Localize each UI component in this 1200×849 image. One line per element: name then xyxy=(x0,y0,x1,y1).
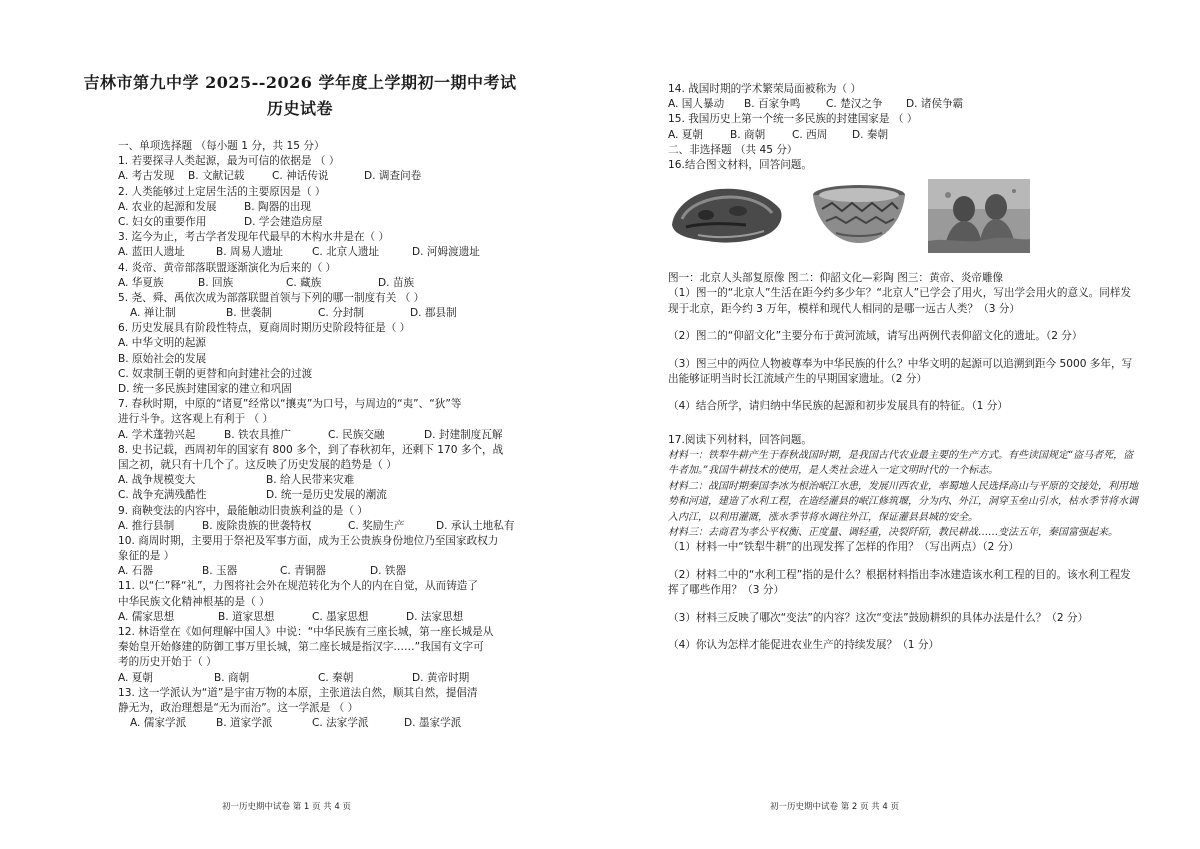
question-stem-cont: 考的历史开始于（ ） xyxy=(118,656,217,669)
subquestion: （4）结合所学，请归纳中华民族的起源和初步发展具有的特征。（1 分） xyxy=(668,400,1008,413)
section-heading-choice: 一、单项选择题 （每小题 1 分，共 15 分） xyxy=(118,140,325,152)
question-stem: 5. 尧、舜、禹依次成为部落联盟首领与下列的哪一制度有关 （ ） xyxy=(118,291,425,304)
subquestion: （3）材料三反映了哪次“变法”的内容？这次“变法”鼓励耕织的具体办法是什么？（2 分） xyxy=(668,611,1089,624)
option-c: C. 法家学派 xyxy=(312,717,369,730)
question-stem: 3. 迄今为止，考古学者发现年代最早的木构水井是在（ ） xyxy=(118,231,390,244)
question-stem: 11. 以“仁”释“礼”，力图将社会外在规范转化为个人的内在自觉，从而铸造了 xyxy=(118,580,478,593)
option-c: C. 神话传说 xyxy=(272,170,329,183)
option-c: C. 民族交融 xyxy=(328,428,385,441)
option-d: D. 诸侯争霸 xyxy=(906,98,964,111)
option-c: C. 奴隶制王朝的更替和向封建社会的过渡 xyxy=(118,367,313,380)
question-stem: 17.阅读下列材料，回答问题。 xyxy=(668,433,812,446)
option-a: A. 学术蓬勃兴起 xyxy=(118,428,196,441)
option-c: C. 奖励生产 xyxy=(348,519,405,532)
yangshao-painted-pottery-image xyxy=(808,179,910,249)
option-row xyxy=(118,245,558,260)
option-d: D. 铁器 xyxy=(370,565,407,578)
section-heading-open: 二、非选择题 （共 45 分） xyxy=(668,143,798,156)
option-c: C. 妇女的重要作用 xyxy=(118,215,207,228)
option-d: D. 黄帝时期 xyxy=(412,671,470,684)
option-c: C. 青铜器 xyxy=(280,565,326,578)
option-row xyxy=(118,276,558,291)
option-row xyxy=(668,97,1138,112)
option-d: D. 调查问卷 xyxy=(364,170,422,183)
question-stem: 6. 历史发展具有阶段性特点，夏商周时期历史阶段特征是（ ） xyxy=(118,322,411,335)
page-footer: 初一历史期中试卷 第 2 页 共 4 页 xyxy=(770,802,900,812)
question-stem: 8. 史书记载，西周初年的国家有 800 多个，到了春秋初年，还剩下 170 多个，战 xyxy=(118,443,504,456)
material-3: 材料三：去商君为孝公平权衡、正度量、调轻重，决裂阡陌，教民耕战……变法五年，秦国富强起来。 xyxy=(668,526,1118,538)
option-row xyxy=(668,128,1138,143)
option-a: A. 蓝田人遗址 xyxy=(118,246,185,259)
option-c: C. 西周 xyxy=(792,128,828,141)
option-c: C. 藏族 xyxy=(286,276,322,289)
option-c: C. 楚汉之争 xyxy=(826,98,883,111)
option-b: B. 给人民带来灾难 xyxy=(266,474,355,487)
option-b: B. 商朝 xyxy=(214,671,250,684)
option-d: D. 郡县制 xyxy=(410,307,457,320)
option-a: A. 华夏族 xyxy=(118,276,164,289)
option-a: A. 推行县制 xyxy=(118,519,175,532)
yan-huang-emperors-statue-image xyxy=(928,179,1030,253)
question-stem: 2. 人类能够过上定居生活的主要原因是（ ） xyxy=(118,185,326,198)
option-b: B. 原始社会的发展 xyxy=(118,352,207,365)
option-d: D. 苗族 xyxy=(378,276,415,289)
option-b: B. 文献记载 xyxy=(188,170,245,183)
subquestion: （4）你认为怎样才能促进农业生产的持续发展？（1 分） xyxy=(668,639,940,651)
option-row xyxy=(118,473,558,488)
option-d: D. 封建制度瓦解 xyxy=(424,428,503,441)
option-row xyxy=(118,488,558,503)
option-row xyxy=(118,169,558,184)
subquestion: （2）材料二中的“水利工程”指的是什么？根据材料指出李冰建造该水利工程的目的。该水利工程发挥了哪些作用？（3 分） xyxy=(668,568,1131,597)
option-row xyxy=(118,519,558,534)
material-1: 材料一：铁犁牛耕产生于春秋战国时期，是我国古代农业最主要的生产方式。有些读国规定“盗马者死，盗牛者加。”我国牛耕技术的使用，是人类社会进入一定文明时代的一个标志。 xyxy=(668,449,1134,477)
option-a: A. 儒家思想 xyxy=(118,610,175,623)
question-stem-cont: 秦始皇开始修建的防御工事万里长城，第二座长城是指汉字……”我国有文字可 xyxy=(118,641,484,654)
subquestion: （1）图一的“北京人”生活在距今约多少年？“北京人”已学会了用火，写出学会用火的意义。同样发现于北京，距今约 3 万年，模样和现代人相同的是哪一远古人类？（3 分） xyxy=(668,287,1132,315)
option-row xyxy=(118,610,558,625)
option-d: D. 河姆渡遗址 xyxy=(412,246,480,259)
question-column-right xyxy=(668,82,1138,653)
option-d: D. 学会建造房屋 xyxy=(244,215,323,228)
figure-row xyxy=(668,179,1138,267)
question-stem-cont: 国之初，就只有十几个了。这反映了历史发展的趋势是（ ） xyxy=(118,458,397,471)
option-b: B. 回族 xyxy=(198,276,234,289)
subquestion: （2）图二的“仰韶文化”主要分布于黄河流域，请写出两例代表仰韶文化的遗址。（2 分） xyxy=(668,330,1083,343)
option-a: A. 夏朝 xyxy=(668,128,703,141)
option-c: C. 战争充满残酷性 xyxy=(118,489,207,502)
option-row xyxy=(118,428,558,443)
option-b: B. 周易人遗址 xyxy=(216,246,283,259)
question-stem: 15. 我国历史上第一个统一多民族的封建国家是 （ ） xyxy=(668,113,918,126)
exam-title: 吉林市第九中学 2025--2026 学年度上学期初一期中考试 xyxy=(83,73,517,92)
figure-caption: 图一：北京人头部复原像 图二：仰韶文化—彩陶 图三：黄帝、炎帝雕像 xyxy=(668,272,1004,285)
peking-man-skull-image xyxy=(668,179,786,249)
question-column-left xyxy=(118,139,558,731)
option-a: A. 夏朝 xyxy=(118,671,153,684)
question-stem: 9. 商鞅变法的内容中，最能触动旧贵族利益的是（ ） xyxy=(118,504,368,517)
option-b: B. 铁农具推广 xyxy=(224,428,291,441)
option-d: D. 法家思想 xyxy=(406,610,464,623)
option-a: A. 考古发现 xyxy=(118,170,175,183)
exam-page-2 xyxy=(600,0,1200,849)
option-d: D. 秦朝 xyxy=(852,128,889,141)
question-stem: 14. 战国时期的学术繁荣局面被称为（ ） xyxy=(668,83,862,95)
question-stem: 12. 林语堂在《如何理解中国人》中说：“中华民族有三座长城，第一座长城是从 xyxy=(118,626,494,638)
question-stem: 7. 春秋时期，中原的“诸夏”经常以“攘夷”为口号，与周边的“夷”、“狄”等 xyxy=(118,398,462,411)
option-d: D. 承认土地私有 xyxy=(436,519,515,532)
option-b: B. 百家争鸣 xyxy=(744,98,801,111)
option-row xyxy=(118,671,558,686)
option-a: A. 石器 xyxy=(118,565,153,578)
option-b: B. 废除贵族的世袭特权 xyxy=(202,519,312,532)
question-stem: 4. 炎帝、黄帝部落联盟逐渐演化为后来的（ ） xyxy=(118,261,337,274)
option-c: C. 秦朝 xyxy=(318,671,354,684)
option-a: A. 战争规模变大 xyxy=(118,474,196,487)
option-a: A. 农业的起源和发展 xyxy=(118,200,217,213)
subquestion: （3）图三中的两位人物被尊奉为中华民族的什么？中华文明的起源可以追溯到距今 5000 多年，写出能够证明当时长江流域产生的早期国家遗址。（2 分） xyxy=(668,357,1133,385)
option-a: A. 国人暴动 xyxy=(668,98,725,111)
option-row xyxy=(118,306,558,321)
option-d: D. 统一是历史发展的潮流 xyxy=(266,489,387,502)
question-stem-cont: 静无为，政治理想是“无为而治”。这一学派是 （ ） xyxy=(118,701,359,714)
subquestion: （1）材料一中“铁犁牛耕”的出现发挥了怎样的作用？（写出两点）（2 分） xyxy=(668,541,1019,554)
exam-subtitle: 历史试卷 xyxy=(266,99,333,118)
option-b: B. 道家学派 xyxy=(216,717,273,730)
option-b: B. 道家思想 xyxy=(218,610,275,623)
option-row xyxy=(118,215,558,230)
option-c: C. 北京人遗址 xyxy=(312,246,380,259)
question-stem: 10. 商周时期，主要用于祭祀及军事方面，成为王公贵族身份地位乃至国家政权力 xyxy=(118,534,499,547)
question-stem-cont: 中华民族文化精神根基的是（ ） xyxy=(118,595,270,608)
option-d: D. 统一多民族封建国家的建立和巩固 xyxy=(118,383,292,395)
question-stem-cont: 进行斗争。这客观上有利于 （ ） xyxy=(118,413,274,426)
option-b: B. 世袭制 xyxy=(226,307,272,320)
option-row xyxy=(118,200,558,215)
page-footer: 初一历史期中试卷 第 1 页 共 4 页 xyxy=(222,802,352,812)
option-c: C. 墨家思想 xyxy=(312,610,369,623)
material-2: 材料二：战国时期秦国李冰为根治岷江水患，发展川西农业，率蜀地人民选择高山与平原的交接处，利用地势和河道，建造了水利工程，在造经灌县的岷江修筑堰，分为内、外江，洞穿玉垒山引水，枯水季节将水调入内江，以利用灌溉，涨水季节将水调往外江，保证灌县县城的安全。 xyxy=(668,480,1138,523)
option-a: A. 中华文明的起源 xyxy=(118,337,206,350)
option-a: A. 儒家学派 xyxy=(130,717,187,730)
question-stem-cont: 象征的是 ） xyxy=(118,550,175,563)
option-row xyxy=(118,564,558,579)
option-b: B. 陶器的出现 xyxy=(244,200,311,213)
question-stem: 1. 若要探寻人类起源，最为可信的依据是 （ ） xyxy=(118,155,340,168)
question-stem: 16.结合图文材料，回答问题。 xyxy=(668,158,812,171)
option-b: B. 玉器 xyxy=(202,565,238,578)
option-a: A. 禅让制 xyxy=(130,307,176,320)
option-b: B. 商朝 xyxy=(730,128,766,141)
option-row xyxy=(118,716,558,731)
option-c: C. 分封制 xyxy=(318,307,364,320)
option-d: D. 墨家学派 xyxy=(404,717,462,730)
question-stem: 13. 这一学派认为“道”是宇宙万物的本原，主张道法自然，顺其自然，提倡清 xyxy=(118,686,478,699)
